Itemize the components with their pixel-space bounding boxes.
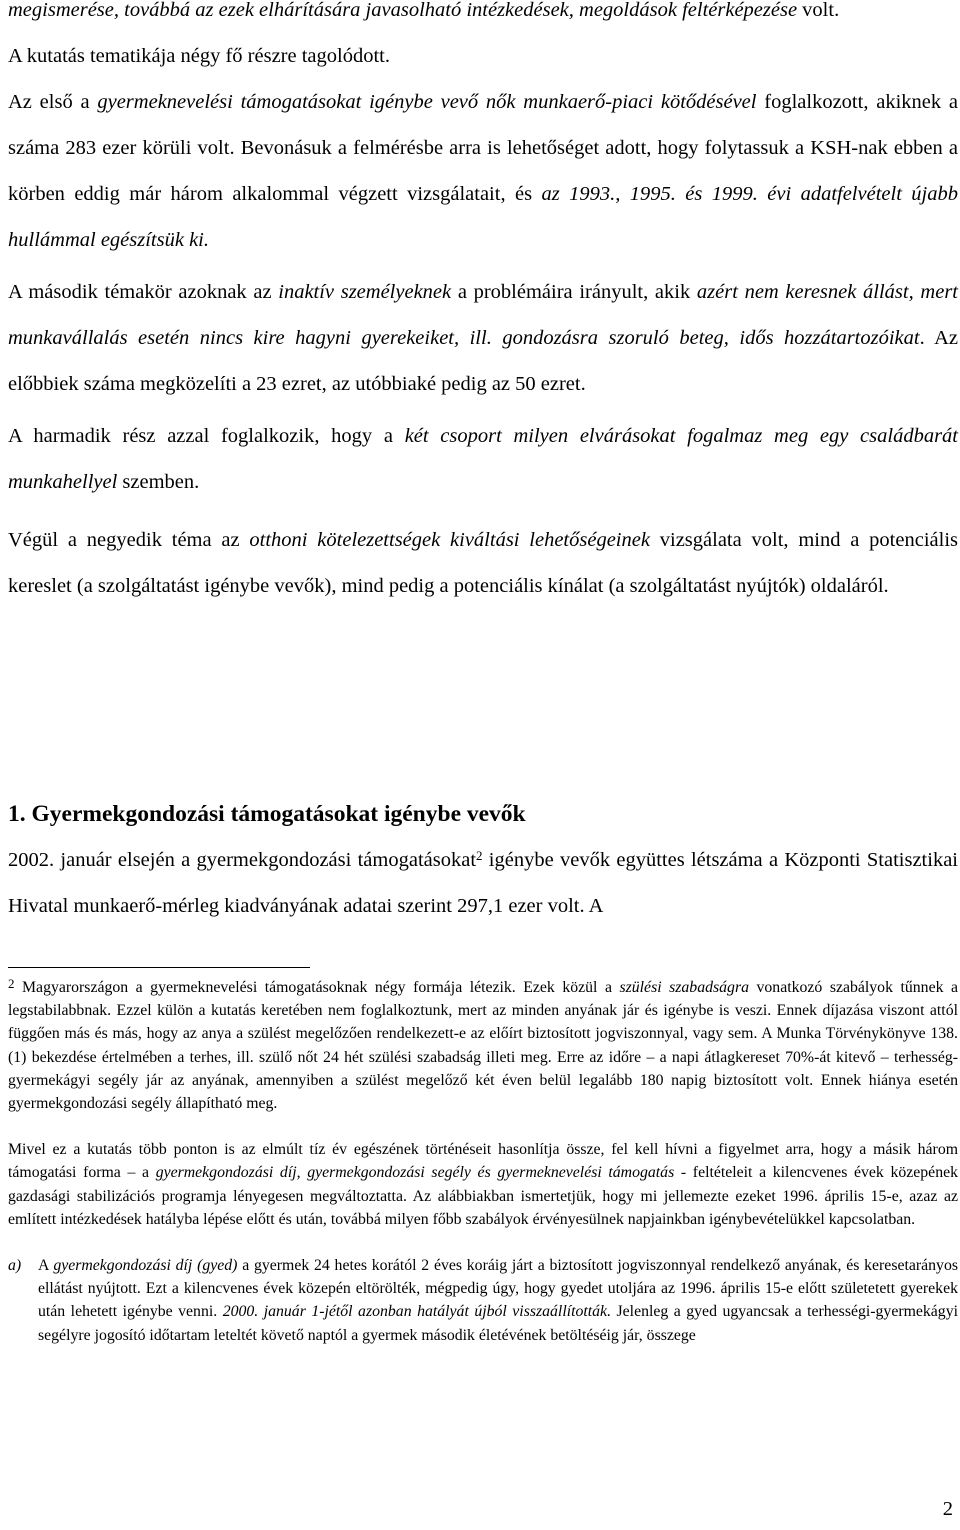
text: volt. [797,0,840,21]
italic-text: megismerése, továbbá az ezek elhárítására javasolható intézkedések, megoldások feltérképezése [8,0,798,21]
text: Mivel ez a kutatás több ponton is az elmúlt tíz év egészének történéseit hasonlítja össze, fel kell hívni a figyelmet arra, hogy a másik három támogatási forma – a [8,1141,958,1182]
italic-text: azért nem keresnek állást, mert munkavállalás esetén nincs kire hagyni gyerekeiket, ill. gondozásra szoruló beteg, idős hozzátartozóikat [8,281,958,349]
footnote-reference[interactable]: 2 [476,848,483,863]
text: igénybe vevők együttes létszáma a Központi Statisztikai Hivatal munkaerő-mérleg kiadványának adatai szerint 297,1 ezer volt. A [8,849,958,917]
paragraph-intro-continued [8,0,958,33]
italic-text: otthoni kötelezettségek kiváltási lehetőségeinek [249,529,650,551]
text: 2002. január elsején a gyermekgondozási támogatásokat [8,849,477,871]
body-text [8,0,958,609]
text: szemben. [117,471,200,493]
section-intro-text [8,837,958,929]
paragraph-second-topic [8,269,958,407]
paragraph-third-topic [8,413,958,505]
list-label: a) [8,1257,22,1275]
footnote-paragraph [8,1138,958,1231]
text: - feltételeit a kilencvenes évek közepének gazdasági stabilizációs programja lényegesen megváltoztatta. Az alábbiakban ismertetjük, hogy mi jellemezte ezeket 1996. április 15-e, azaz az említett intézkedések hatályba lépése előtt és után, továbbá milyen főbb szabályok érvényesülnek napjainkban igénybevételükkel kapcsolatban. [8,1164,959,1228]
paragraph-fourth-topic [8,517,958,609]
footnote-2 [8,976,958,1115]
text: foglalkozott, akiknek a száma 283 ezer körüli volt. Bevonásuk a felmérésbe arra is lehetőséget adott, hogy folytassuk a KSH-nak ebben a körben eddig már három alkalommal végzett vizsgálatait, és [8,91,958,205]
text: A [38,1257,54,1275]
text: A második témakör azoknak az [8,281,279,303]
paragraph-topics: A kutatás tematikája négy fő részre tagolódott. [8,45,390,67]
text: vonatkozó szabályok tűnnek a legstabilabbnak. Ezzel külön a kutatás keretében nem foglalkoztunk, mert az minden anyának jár és igénybe is veszi. Ennek díjazása viszont attól függően más és más, hogy az anya a szülést megelőzően rendelkezett-e az előírt biztosított jogviszonnyal, vagy sem. A Munka Törvénykönyve 138. (1) bekezdése értelmében a terhes, ill. szülő nőt 24 hét szülési szabadság illeti meg. Erre az időre – a napi átlagkereset 70%-át kitevő – terhesség-gyermekágyi segély jár az anyának, amennyiben a szülést megelőző két éven belül legalább 180 napig biztosított volt. Ennek hiánya esetén gyermekgondozási segély állapítható meg. [8,979,958,1113]
text: Jelenleg a gyed ugyancsak a terhességi-gyermekágyi segélyre jogosító időtartam leteltét követő naptól a gyermek második életévének betöltéséig jár, összege [38,1303,958,1344]
italic-text: két csoport milyen elvárásokat fogalmaz meg egy családbarát munkahellyel [8,425,958,493]
footnotes [8,976,958,1347]
section-heading: 1. Gyermekgondozási támogatásokat igénybe vevők [8,801,526,827]
text: Magyarországon a gyermeknevelési támogatásoknak négy formája létezik. Ezek közül a [14,979,620,996]
footnote-marker: 2 [8,976,15,991]
italic-text: gyermekgondozási díj (gyed) [53,1257,238,1275]
italic-text: szülési szabadságra [619,979,749,996]
italic-text: gyermeknevelési támogatásokat igénybe vevő nők munkaerő-piaci kötődésével [97,91,757,113]
italic-text: inaktív személyeknek [278,281,452,303]
italic-text: 2000. január 1-jétől azonban hatályát újból visszaállították. [222,1303,612,1321]
text: Végül a negyedik téma az [8,529,250,551]
footnote-list-item [8,1254,958,1347]
text: . Az előbbiek száma megközelíti a 23 ezret, az utóbbiaké pedig az 50 ezret. [8,327,958,395]
text: A harmadik rész azzal foglalkozik, hogy a [8,425,405,447]
text: a problémáira irányult, akik [451,281,697,303]
footnote-separator [8,967,310,968]
text: Az első a [8,91,98,113]
italic-text: gyermekgondozási díj, gyermekgondozási segély és gyermeknevelési támogatás [155,1164,675,1182]
text: vizsgálata volt, mind a potenciális kereslet (a szolgáltatást igénybe vevők), mind pedig a potenciális kínálat (a szolgáltatást nyújtók) oldaláról. [8,529,958,597]
list-item-text [38,1254,958,1347]
italic-text: az 1993., 1995. és 1999. évi adatfelvételt újabb hullámmal egészítsük ki. [8,183,958,251]
paragraph-section-intro [8,837,958,929]
text: a gyermek 24 hetes korától 2 éves koráig járt a biztosított jogviszonnyal rendelkező anyának, és keresetarányos ellátást nyújtott. Ezt a kilencvenes évek közepén eltörölték, mégpedig úgy, hogy gyedet utoljára az 1996. április 15-e előtt születetett gyerekek után lehetett igénybe venni. [38,1257,958,1321]
page-number: 2 [942,1498,953,1520]
paragraph-first-topic [8,79,958,263]
document-page [8,0,959,1344]
